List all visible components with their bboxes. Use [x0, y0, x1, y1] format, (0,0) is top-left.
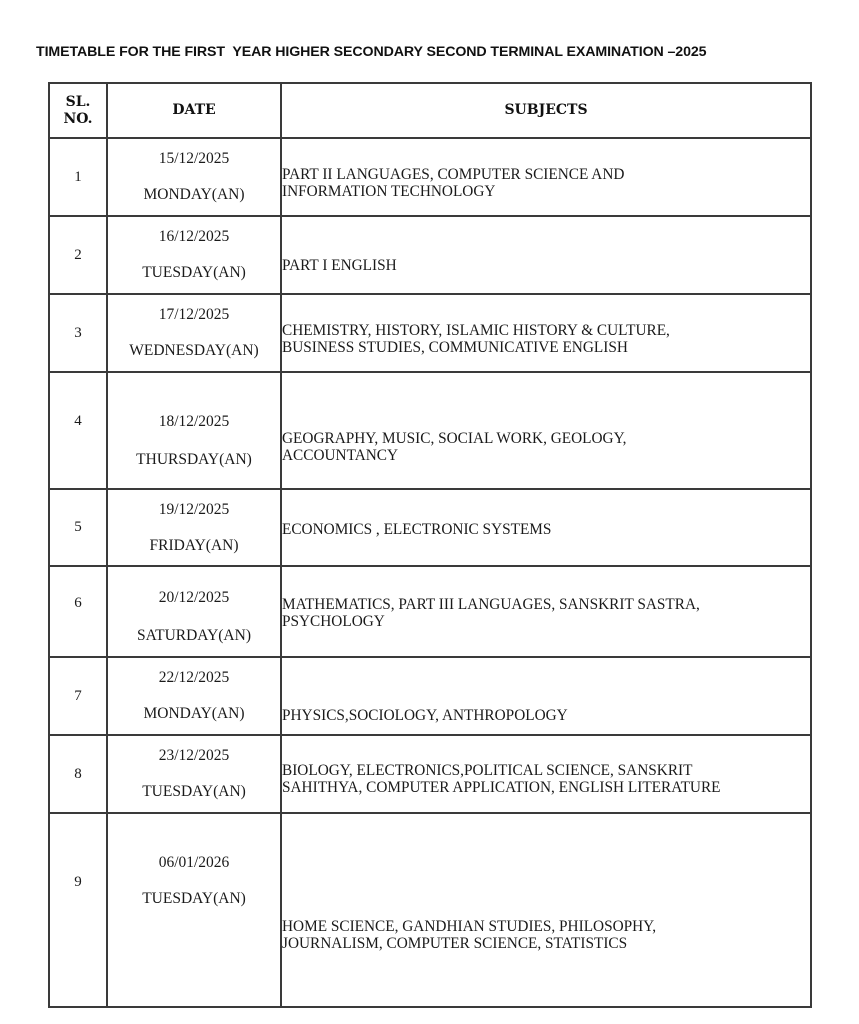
row-subjects [281, 489, 811, 566]
row-date-cell [107, 372, 281, 489]
row-day: TUESDAY(AN) [142, 264, 246, 281]
row-subjects-text: HOME SCIENCE, GANDHIAN STUDIES, PHILOSOPHY, JOURNALISM, COMPUTER SCIENCE, STATISTICS [282, 918, 657, 952]
row-subjects [281, 294, 811, 372]
row-day: WEDNESDAY(AN) [129, 342, 259, 359]
header-row [49, 83, 811, 138]
table-row [49, 489, 811, 566]
table-row [49, 657, 811, 735]
header-sl-line2: NO. [63, 110, 93, 127]
table-row [49, 813, 811, 1007]
row-sl-no: 9 [49, 813, 107, 1007]
row-subjects-text: PART I ENGLISH [282, 257, 397, 274]
row-subjects-text: BIOLOGY, ELECTRONICS,POLITICAL SCIENCE, SANSKRIT SAHITHYA, COMPUTER APPLICATION, ENGLISH LITERATURE [282, 762, 721, 796]
row-subjects [281, 813, 811, 1007]
header-subjects: SUBJECTS [281, 83, 811, 138]
row-date: 17/12/2025 [158, 306, 230, 323]
row-subjects-text: MATHEMATICS, PART III LANGUAGES, SANSKRIT SASTRA, PSYCHOLOGY [282, 595, 700, 630]
row-date: 18/12/2025 [158, 413, 230, 430]
row-date-cell [107, 216, 281, 294]
row-subjects [281, 657, 811, 735]
row-date-cell [107, 138, 281, 216]
table-row [49, 138, 811, 216]
row-date-cell [107, 735, 281, 813]
row-day: TUESDAY(AN) [142, 783, 246, 800]
table-row [49, 216, 811, 294]
row-day: FRIDAY(AN) [149, 536, 239, 554]
row-sl-no: 4 [49, 372, 107, 489]
row-date: 23/12/2025 [158, 747, 230, 764]
row-subjects [281, 735, 811, 813]
table-row [49, 372, 811, 489]
row-day: TUESDAY(AN) [142, 890, 246, 907]
row-day: MONDAY(AN) [143, 186, 245, 203]
row-day: MONDAY(AN) [143, 705, 245, 722]
header-sl-line1: SL. [65, 93, 91, 110]
row-date: 16/12/2025 [158, 228, 230, 245]
table-row [49, 735, 811, 813]
row-sl-no: 3 [49, 294, 107, 372]
row-date-cell [107, 657, 281, 735]
row-subjects-text: PHYSICS,SOCIOLOGY, ANTHROPOLOGY [282, 707, 568, 724]
row-subjects-text: GEOGRAPHY, MUSIC, SOCIAL WORK, GEOLOGY, ACCOUNTANCY [282, 429, 627, 464]
row-date-cell [107, 294, 281, 372]
row-date: 22/12/2025 [158, 669, 230, 686]
row-subjects-text: PART II LANGUAGES, COMPUTER SCIENCE AND INFORMATION TECHNOLOGY [282, 166, 625, 200]
row-sl-no: 7 [49, 657, 107, 735]
row-date: 20/12/2025 [158, 589, 230, 606]
row-subjects-text: ECONOMICS , ELECTRONIC SYSTEMS [282, 521, 552, 538]
row-date-cell [107, 813, 281, 1007]
row-date-cell [107, 566, 281, 657]
row-day: THURSDAY(AN) [136, 451, 252, 468]
row-day: SATURDAY(AN) [137, 627, 251, 644]
row-subjects [281, 216, 811, 294]
document-title: TIMETABLE FOR THE FIRST YEAR HIGHER SECONDARY SECOND TERMINAL EXAMINATION –2025 [36, 44, 707, 60]
row-date-cell [107, 489, 281, 566]
row-date: 19/12/2025 [158, 500, 230, 518]
row-subjects [281, 372, 811, 489]
table-row [49, 294, 811, 372]
header-date: DATE [107, 83, 281, 138]
row-subjects-text: CHEMISTRY, HISTORY, ISLAMIC HISTORY & CULTURE, BUSINESS STUDIES, COMMUNICATIVE ENGLISH [282, 322, 670, 356]
row-sl-no: 6 [49, 566, 107, 657]
table-row [49, 566, 811, 657]
row-date: 15/12/2025 [158, 150, 230, 167]
row-sl-no: 2 [49, 216, 107, 294]
row-sl-no: 8 [49, 735, 107, 813]
row-date: 06/01/2026 [158, 854, 230, 871]
row-subjects [281, 566, 811, 657]
row-subjects [281, 138, 811, 216]
timetable [48, 82, 812, 1008]
row-sl-no: 1 [49, 138, 107, 216]
row-sl-no: 5 [49, 489, 107, 566]
header-sl-no [49, 83, 107, 138]
